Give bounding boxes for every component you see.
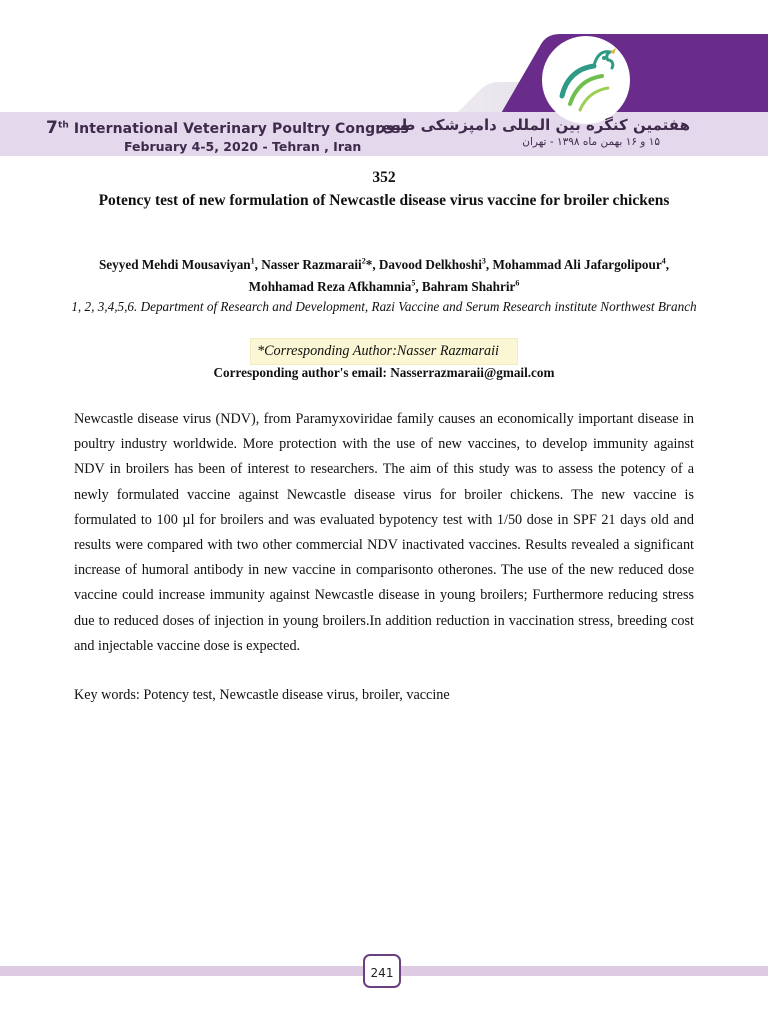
author-name: Mohhamad Reza Afkhamnia: [248, 279, 412, 294]
page-number: 241: [363, 954, 401, 988]
paper-title: Potency test of new formulation of Newcastle disease virus vaccine for broiler chickens: [98, 192, 670, 209]
paper-number: 352: [372, 169, 396, 186]
corresponding-author: *Corresponding Author:Nasser Razmaraii: [250, 338, 518, 365]
author-name: Bahram Shahrir: [421, 279, 516, 294]
abstract-text: Newcastle disease virus (NDV), from Paramyxoviridae family causes an economically important disease in poultry industry worldwide. More protection with the use of new vaccines, to develop immunity against NDV in broilers has been of interest to researchers. The aim of this study was to assess the potency of a newly formulated vaccine against Newcastle disease virus for broiler chickens. The new vaccine is formulated to 100 µl for broilers and was evaluated bypotency test with 1/50 dose in SPF 21 days old and results were compared with two other commercial NDV inactivated vaccines. Results revealed a significant increase of humoral antibody in new vaccine in comparisonto otherones. The use of the new reduced dose vaccine could increase immunity against Newcastle disease in young broilers; Furthermore reducing stress due to reduced doses of injection in young broilers.In addition reduction in vaccination stress, breeding cost and injectable vaccine dose is expected.: [74, 411, 694, 654]
author-separator: ,: [665, 257, 670, 272]
author-affiliation-mark: 2: [361, 256, 366, 266]
author-affiliation-mark: 3: [481, 256, 486, 266]
congress-name: [46, 118, 409, 138]
keywords: Key words: Potency test, Newcastle disease virus, broiler, vaccine: [74, 687, 450, 703]
author-name: Mohammad Ali Jafargolipour: [492, 257, 662, 272]
congress-date-persian: ۱۵ و ۱۶ بهمن ماه ۱۳۹۸ - تهران: [522, 136, 660, 148]
congress-name-persian: هفتمین کنگره بین المللی دامپزشکی طیور: [377, 116, 690, 134]
author-affiliation-mark: 5: [411, 278, 416, 288]
author-affiliation-mark: 4: [661, 256, 666, 266]
congress-title-english: [46, 118, 409, 154]
author-separator: ,: [415, 279, 422, 294]
author-affiliation: 1, 2, 3,4,5,6. Department of Research and Development, Razi Vaccine and Serum Research institute Northwest Branch: [71, 299, 697, 314]
congress-title-persian: [377, 116, 690, 148]
corresponding-author-row: [0, 338, 768, 365]
congress-edition-number: 7: [46, 118, 58, 138]
author-affiliation-mark: 1: [250, 256, 255, 266]
author-separator: *,: [365, 257, 379, 272]
author-name: Nasser Razmaraii: [261, 257, 362, 272]
author-list: [70, 254, 698, 298]
author-separator: ,: [485, 257, 493, 272]
author-separator: ,: [254, 257, 262, 272]
congress-title-text: International Veterinary Poultry Congress: [68, 121, 409, 137]
author-affiliation-mark: 6: [515, 278, 520, 288]
author-name: Seyyed Mehdi Mousaviyan: [98, 257, 251, 272]
rooster-logo-icon: [540, 34, 632, 126]
corresponding-email: Corresponding author's email: Nasserrazmaraii@gmail.com: [213, 365, 555, 380]
congress-edition-suffix: th: [57, 120, 69, 131]
congress-header: [0, 0, 768, 160]
congress-date: February 4-5, 2020 - Tehran , Iran: [124, 139, 362, 154]
author-name: Davood Delkhoshi: [378, 257, 482, 272]
